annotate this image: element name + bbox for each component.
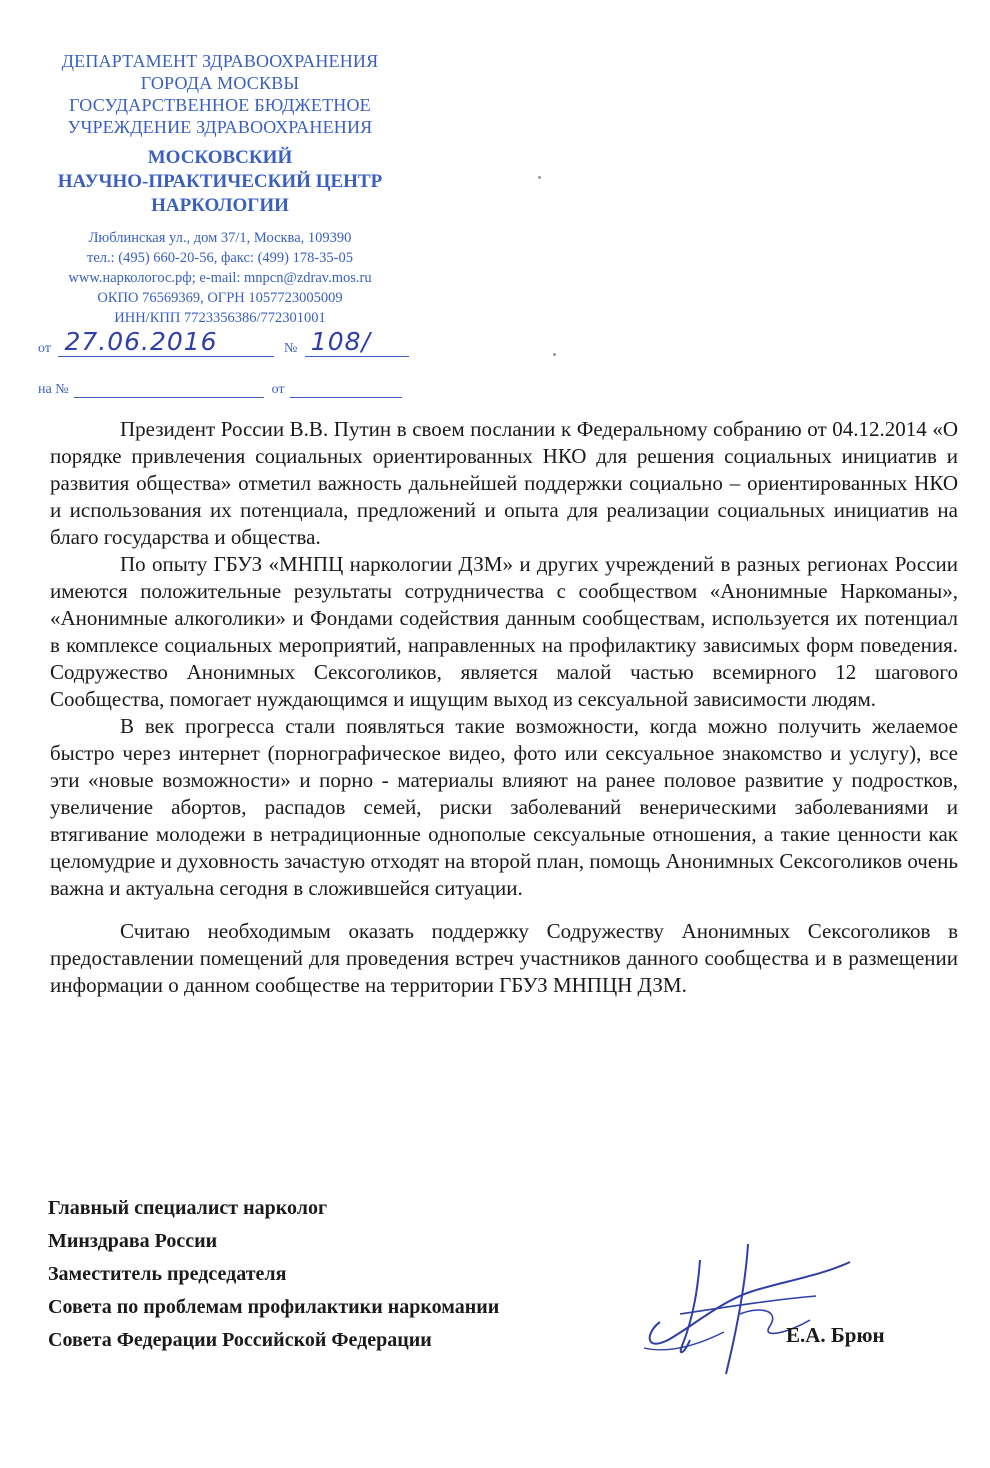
number-field xyxy=(305,327,409,357)
handwritten-date: 27.06.2016 xyxy=(64,327,218,356)
organization-line: НАРКОЛОГИИ xyxy=(151,195,289,216)
department-line: ГОРОДА МОСКВЫ xyxy=(140,73,300,93)
address-line: Люблинская ул., дом 37/1, Москва, 109390 xyxy=(88,230,352,246)
reference-date-field xyxy=(290,381,402,398)
reference-number-field xyxy=(74,381,264,398)
department-line: УЧРЕЖДЕНИЕ ЗДРАВООХРАНЕНИЯ xyxy=(67,117,373,137)
scan-speck xyxy=(553,353,556,356)
registration-date-number xyxy=(38,327,409,357)
web-email-line: www.наркологос.рф; e-mail: mnpcn@zdrav.mos.ru xyxy=(68,270,372,286)
department-name xyxy=(30,50,410,138)
handwritten-number: 108/ xyxy=(310,327,371,356)
signatory-title-line: Главный специалист нарколог xyxy=(48,1197,328,1219)
letterhead xyxy=(30,50,410,328)
organization-line: НАУЧНО-ПРАКТИЧЕСКИЙ ЦЕНТР xyxy=(57,171,383,192)
phone-line: тел.: (495) 660-20-56, факс: (499) 178-35-05 xyxy=(86,250,354,266)
date-prefix: от xyxy=(38,341,51,356)
reference-line xyxy=(38,381,402,398)
body-paragraph: По опыту ГБУЗ «МНПЦ наркологии ДЗМ» и других учреждений в разных регионах России имеются положительные результаты сотрудничества с сообществом «Анонимные Наркоманы», «Анонимные алкоголики» и Фондами содействия данным сообществам, используется их потенциал в комплексе социальных мероприятий, направленных на профилактику зависимых форм поведения. Содружество Анонимных Сексоголиков, является малой частью всемирного 12 шагового Сообщества, помогает нуждающимся и ищущим выход из сексуальной зависимости людям. xyxy=(50,552,958,711)
inn-kpp-line: ИНН/КПП 7723356386/772301001 xyxy=(114,310,326,326)
signatory-title-line: Минздрава России xyxy=(48,1230,218,1252)
body-paragraph: Считаю необходимым оказать поддержку Содружеству Анонимных Сексоголиков в предоставлении помещений для проведения встреч участников данного сообщества и в размещении информации о данном сообществе на территории ГБУЗ МНПЦН ДЗМ. xyxy=(50,919,958,997)
organization-line: МОСКОВСКИЙ xyxy=(147,147,293,168)
scan-speck xyxy=(538,176,541,179)
signatory-title-line: Совета Федерации Российской Федерации xyxy=(48,1329,432,1351)
handwritten-signature xyxy=(640,1236,880,1386)
signatory-title-line: Совета по проблемам профилактики наркомании xyxy=(48,1296,500,1318)
department-line: ДЕПАРТАМЕНТ ЗДРАВООХРАНЕНИЯ xyxy=(61,51,379,71)
organization-name xyxy=(30,146,410,218)
signatory-title-line: Заместитель председателя xyxy=(48,1263,287,1285)
letter-body xyxy=(50,416,958,999)
signatory-title xyxy=(48,1192,499,1357)
number-prefix: № xyxy=(283,341,298,356)
body-paragraph: В век прогресса стали появляться такие возможности, когда можно получить желаемое быстро через интернет (порнографическое видео, фото или сексуальное знакомство и услугу), все эти «новые возможности» и порно - материалы влияют на ранее половое развитие у подростков, увеличение абортов, распадов семей, риски заболеваний венерическими заболеваниями и втягивание молодежи в нетрадиционные однополые сексуальные отношения, а такие ценности как целомудрие и духовность зачастую отходят на второй план, помощь Анонимных Сексоголиков очень важна и актуальна сегодня в сложившейся ситуации. xyxy=(50,714,958,900)
reference-from: от xyxy=(271,382,285,397)
department-line: ГОСУДАРСТВЕННОЕ БЮДЖЕТНОЕ xyxy=(69,95,371,115)
date-field xyxy=(58,327,274,357)
body-paragraph: Президент России В.В. Путин в своем послании к Федеральному собранию от 04.12.2014 «О порядке привлечения социальных ориентированных НКО для решения социальных инициатив и развития общества» отметил важность дальнейшей поддержки социально – ориентированных НКО и использования их потенциала, предложений и опыта для реализации социальных инициатив на благо государства и общества. xyxy=(50,417,958,549)
okpo-ogrn-line: ОКПО 76569369, ОГРН 1057723005009 xyxy=(97,290,343,306)
signer-name: Е.А. Брюн xyxy=(786,1323,885,1347)
contact-details xyxy=(30,228,410,328)
reference-prefix: на № xyxy=(38,382,69,397)
